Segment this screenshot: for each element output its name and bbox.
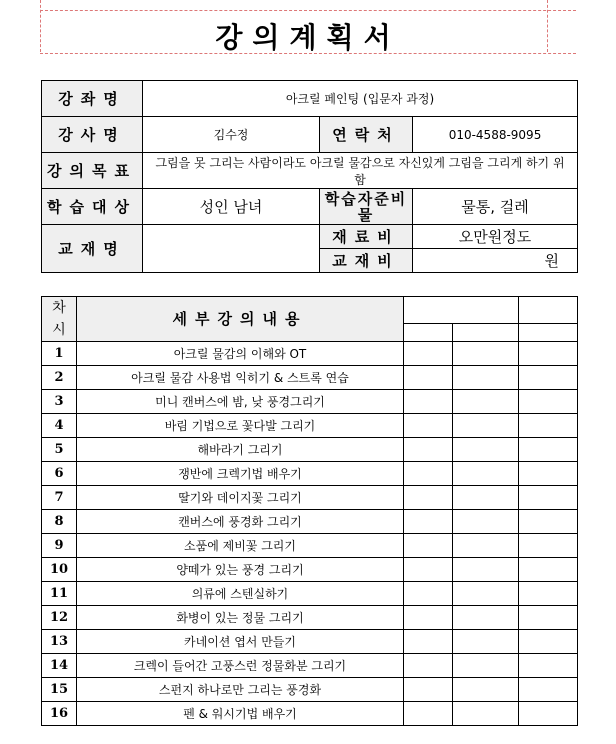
goal-value[interactable]: 그림을 못 그리는 사람이라도 아크릴 물감으로 자신있게 그림을 그리게 하기 위함 [143,153,578,189]
lesson-number: 7 [42,486,77,510]
lesson-extra-1[interactable] [404,366,453,390]
target-label: 학습대상 [42,189,143,225]
lesson-content[interactable]: 쟁반에 크렉기법 배우기 [77,462,404,486]
lesson-extra-2[interactable] [453,654,519,678]
lesson-extra-1[interactable] [404,438,453,462]
lesson-row [42,582,578,606]
lesson-extra-3[interactable] [519,678,578,702]
lesson-extra-2[interactable] [453,678,519,702]
lesson-extra-2[interactable] [453,582,519,606]
lesson-extra-1[interactable] [404,606,453,630]
lesson-extra-1[interactable] [404,534,453,558]
lesson-number: 16 [42,702,77,726]
textbook-fee-label: 교재비 [320,249,413,273]
lesson-number: 2 [42,366,77,390]
lesson-content[interactable]: 캔버스에 풍경화 그리기 [77,510,404,534]
lesson-content[interactable]: 카네이션 엽서 만들기 [77,630,404,654]
extra-header-a[interactable] [404,297,519,324]
lesson-number: 8 [42,510,77,534]
lesson-plan-table [41,296,578,726]
lesson-row [42,342,578,366]
lesson-number: 12 [42,606,77,630]
document-title: 강의계획서 [215,21,401,54]
lesson-number: 9 [42,534,77,558]
lesson-extra-3[interactable] [519,582,578,606]
lesson-row [42,390,578,414]
supplies-label: 학습자준비물 [320,189,413,225]
goal-label: 강의목표 [42,153,143,189]
lesson-content[interactable]: 바림 기법으로 꽃다발 그리기 [77,414,404,438]
lesson-extra-3[interactable] [519,438,578,462]
lesson-extra-2[interactable] [453,462,519,486]
lesson-rows [42,342,578,726]
lesson-extra-2[interactable] [453,606,519,630]
session-header: 차시 [42,297,77,342]
extra-subheader-1[interactable] [404,324,453,342]
lesson-content[interactable]: 아크릴 물감의 이해와 OT [77,342,404,366]
lesson-extra-1[interactable] [404,678,453,702]
material-fee-value[interactable]: 오만원정도 [413,225,578,249]
lesson-extra-3[interactable] [519,534,578,558]
lesson-row [42,678,578,702]
material-fee-label: 재료비 [320,225,413,249]
course-name-value[interactable]: 아크릴 페인팅 (입문자 과정) [143,81,578,117]
lesson-extra-1[interactable] [404,558,453,582]
lesson-extra-2[interactable] [453,486,519,510]
lesson-content[interactable]: 펜 & 워시기법 배우기 [77,702,404,726]
lesson-extra-3[interactable] [519,342,578,366]
lesson-extra-1[interactable] [404,510,453,534]
lesson-content[interactable]: 스펀지 하나로만 그리는 풍경화 [77,678,404,702]
course-info-table [41,80,578,273]
lesson-extra-3[interactable] [519,510,578,534]
lesson-extra-3[interactable] [519,558,578,582]
contact-label: 연락처 [320,117,413,153]
lesson-extra-1[interactable] [404,414,453,438]
lesson-row [42,702,578,726]
lesson-extra-3[interactable] [519,606,578,630]
lesson-content[interactable]: 소품에 제비꽃 그리기 [77,534,404,558]
lesson-extra-1[interactable] [404,702,453,726]
lesson-number: 6 [42,462,77,486]
lesson-extra-1[interactable] [404,486,453,510]
lesson-extra-3[interactable] [519,366,578,390]
lesson-row [42,414,578,438]
lesson-content[interactable]: 해바라기 그리기 [77,438,404,462]
lesson-extra-2[interactable] [453,366,519,390]
lesson-row [42,510,578,534]
lesson-extra-2[interactable] [453,558,519,582]
lesson-number: 1 [42,342,77,366]
lesson-number: 11 [42,582,77,606]
textbook-value[interactable] [143,225,320,273]
supplies-value[interactable]: 물통, 걸레 [413,189,578,225]
lesson-row [42,558,578,582]
lesson-number: 15 [42,678,77,702]
textbook-fee-value[interactable]: 원 [413,249,578,273]
lesson-row [42,630,578,654]
lesson-extra-1[interactable] [404,390,453,414]
lesson-content[interactable]: 미니 캔버스에 밤, 낮 풍경그리기 [77,390,404,414]
textbook-label: 교재명 [42,225,143,273]
lesson-content[interactable]: 크렉이 들어간 고풍스런 정물화분 그리기 [77,654,404,678]
lesson-extra-2[interactable] [453,630,519,654]
lesson-number: 5 [42,438,77,462]
lesson-number: 13 [42,630,77,654]
lesson-extra-3[interactable] [519,654,578,678]
lesson-extra-1[interactable] [404,462,453,486]
lesson-extra-2[interactable] [453,390,519,414]
lesson-extra-3[interactable] [519,390,578,414]
instructor-value[interactable]: 김수정 [143,117,320,153]
lesson-extra-2[interactable] [453,342,519,366]
instructor-label: 강사명 [42,117,143,153]
lesson-extra-2[interactable] [453,438,519,462]
lesson-extra-3[interactable] [519,486,578,510]
lesson-row [42,438,578,462]
lesson-row [42,462,578,486]
extra-header-b[interactable] [519,297,578,324]
extra-subheader-2[interactable] [453,324,519,342]
lesson-row [42,366,578,390]
lesson-extra-3[interactable] [519,462,578,486]
lesson-content[interactable]: 아크릴 물감 사용법 익히기 & 스트록 연습 [77,366,404,390]
lesson-extra-1[interactable] [404,582,453,606]
lesson-extra-2[interactable] [453,534,519,558]
lesson-extra-3[interactable] [519,702,578,726]
contact-value[interactable]: 010-4588-9095 [413,117,578,153]
lesson-extra-2[interactable] [453,510,519,534]
lesson-extra-1[interactable] [404,630,453,654]
target-value[interactable]: 성인 남녀 [143,189,320,225]
lesson-content[interactable]: 화병이 있는 정물 그리기 [77,606,404,630]
lesson-number: 14 [42,654,77,678]
lesson-extra-2[interactable] [453,702,519,726]
lesson-number: 4 [42,414,77,438]
lesson-content[interactable]: 딸기와 데이지꽃 그리기 [77,486,404,510]
course-name-label: 강좌명 [42,81,143,117]
lesson-extra-3[interactable] [519,630,578,654]
lesson-number: 3 [42,390,77,414]
lesson-content[interactable]: 의류에 스텐실하기 [77,582,404,606]
lesson-content[interactable]: 양떼가 있는 풍경 그리기 [77,558,404,582]
lesson-row [42,534,578,558]
lesson-extra-2[interactable] [453,414,519,438]
lesson-extra-1[interactable] [404,654,453,678]
content-header: 세부강의내용 [77,297,404,342]
lesson-extra-1[interactable] [404,342,453,366]
lesson-row [42,486,578,510]
lesson-row [42,654,578,678]
lesson-row [42,606,578,630]
lesson-extra-3[interactable] [519,414,578,438]
lesson-number: 10 [42,558,77,582]
extra-subheader-3[interactable] [519,324,578,342]
